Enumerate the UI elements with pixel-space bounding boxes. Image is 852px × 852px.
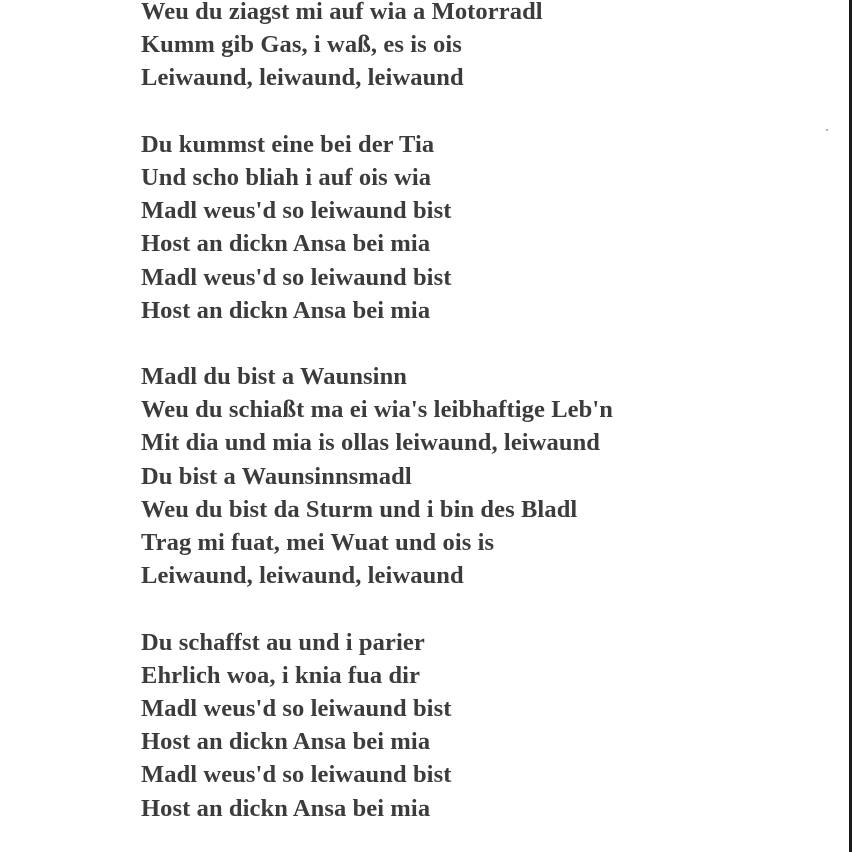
stanza-4 — [141, 626, 831, 825]
lyric-line: Weu du ziagst mi auf wia a Motorradl — [141, 0, 543, 25]
lyric-line: Host an dickn Ansa bei mia — [141, 230, 431, 258]
lyric-line: Madl weus'd so leiwaund bist — [141, 694, 452, 722]
scan-speck — [826, 129, 828, 131]
stanza-gap — [141, 327, 831, 360]
lyric-line: Du schaffst au und i parier — [141, 628, 425, 656]
lyric-line: Weu du bist da Sturm und i bin des Bladl — [141, 495, 578, 523]
stanza-gap — [141, 592, 831, 625]
lyric-line: Trag mi fuat, mei Wuat und ois is — [141, 529, 495, 556]
lyric-line: Host an dickn Ansa bei mia — [141, 728, 431, 756]
lyric-line: Leiwaund, leiwaund, leiwaund — [141, 64, 464, 92]
lyric-line: Madl du bist a Waunsinn — [141, 363, 408, 391]
lyrics-body — [141, 0, 831, 825]
stanza-3 — [141, 360, 831, 592]
lyric-line: Und scho bliah i auf ois wia — [141, 163, 432, 191]
lyric-line: Leiwaund, leiwaund, leiwaund — [141, 562, 464, 590]
lyric-line: Madl weus'd so leiwaund bist — [141, 761, 452, 789]
stanza-gap — [141, 95, 831, 128]
lyric-line: Ehrlich woa, i knia fua dir — [141, 661, 421, 689]
lyric-line: Kumm gib Gas, i waß, es is ois — [141, 31, 462, 59]
lyric-line: Du kummst eine bei der Tia — [141, 130, 435, 158]
lyric-line: Weu du schiaßt ma ei wia's leibhaftige Leb'n — [141, 396, 613, 424]
lyric-line: Madl weus'd so leiwaund bist — [141, 197, 452, 225]
lyric-line: Mit dia und mia is ollas leiwaund, leiwaund — [141, 429, 601, 457]
lyric-line: Du bist a Waunsinnsmadl — [141, 462, 412, 490]
lyric-line: Madl weus'd so leiwaund bist — [141, 263, 452, 291]
stanza-2 — [141, 128, 831, 327]
stanza-1 — [141, 0, 831, 95]
lyric-line: Host an dickn Ansa bei mia — [141, 794, 431, 822]
lyric-line: Host an dickn Ansa bei mia — [141, 296, 431, 324]
